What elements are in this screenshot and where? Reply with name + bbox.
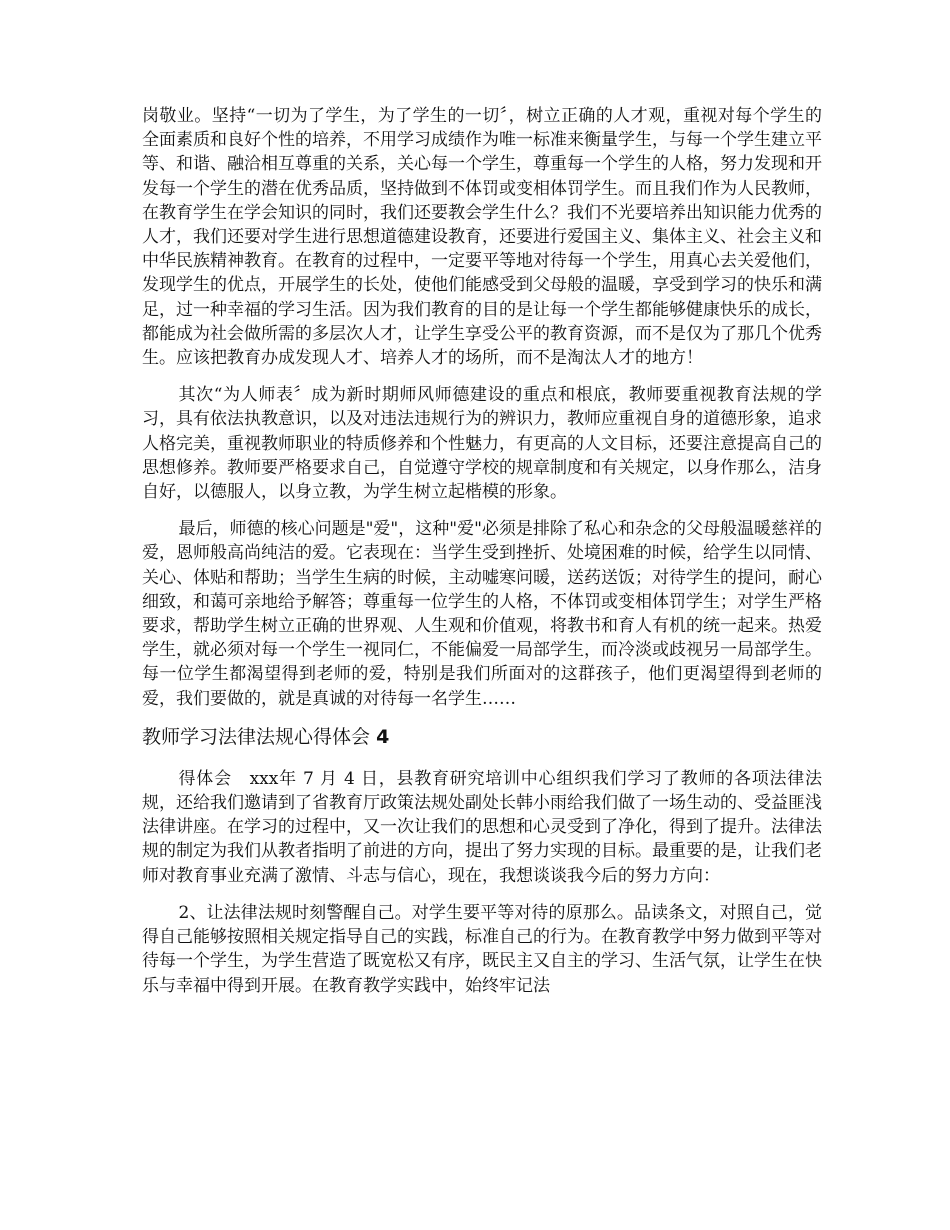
paragraph-2: 其次“为人师表〞成为新时期师风师德建设的重点和根底，教师要重视教育法规的学习，具有依法执教意识，以及对违法违规行为的辨识力，教师应重视自身的道德形象，追求人格完美，重视教师职业的特质修养和个性魅力，有更高的人文目标，还要注意提高自己的思想修养。教师要严格要求自己，自觉遵守学校的规章制度和有关规定，以身作那么，洁身自好，以德服人，以身立教，为学生树立起楷模的形象。 xyxy=(142,385,822,503)
paragraph-1: 岗敬业。坚持“一切为了学生，为了学生的一切〞，树立正确的人才观，重视对每个学生的全面素质和良好个性的培养，不用学习成绩作为唯一标准来衡量学生，与每一个学生建立平等、和谐、融洽相互尊重的关系，关心每一个学生，尊重每一个学生的人格，努力发现和开发每一个学生的潜在优秀品质，坚持做到不体罚或变相体罚学生。而且我们作为人民教师，在教育学生在学会知识的同时，我们还要教会学生什么？我们不光要培养出知识能力优秀的人才，我们还要对学生进行思想道德建设教育，还要进行爱国主义、集体主义、社会主义和中华民族精神教育。在教育的过程中，一定要平等地对待每一个学生，用真心去关爱他们，发现学生的优点，开展学生的长处，使他们能感受到父母般的温暖，享受到学习的快乐和满足，过一种幸福的学习生活。因为我们教育的目的是让每一个学生都能够健康快乐的成长，都能成为社会做所需的多层次人才，让学生享受公平的教育资源，而不是仅为了那几个优秀生。应该把教育办成发现人才、培养人才的场所，而不是淘汰人才的地方！ xyxy=(142,106,822,369)
document-page xyxy=(142,104,822,1011)
paragraph-3: 最后，师德的核心问题是"爱"，这种"爱"必须是排除了私心和杂念的父母般温暖慈祥的爱，恩师般高尚纯洁的爱。它表现在：当学生受到挫折、处境困难的时候，给学生以同情、关心、体贴和帮助；当学生生病的时候，主动嘘寒问暖，送药送饭；对待学生的提问，耐心细致，和蔼可亲地给予解答；尊重每一位学生的人格，不体罚或变相体罚学生；对学生严格要求，帮助学生树立正确的世界观、人生观和价值观，将教书和育人有机的统一起来。热爱学生，就必须对每一个学生一视同仁，不能偏爱一局部学生，而冷淡或歧视另一局部学生。每一位学生都渴望得到老师的爱，特别是我们所面对的这群孩子，他们更渴望得到老师的爱，我们要做的，就是真诚的对待每一名学生…… xyxy=(142,519,822,709)
section-heading-text: 教师学习法律法规心得体会 xyxy=(142,725,371,748)
paragraph-5: 2、让法律法规时刻警醒自己。对学生要平等对待的原那么。品读条文，对照自己，觉得自己能够按照相关规定指导自己的实践，标准自己的行为。在教育教学中努力做到平等对待每一个学生，为学生营造了既宽松又有序，既民主又自主的学习、生活气氛，让学生在快乐与幸福中得到开展。在教育教学实践中，始终牢记法 xyxy=(142,902,822,996)
section-heading xyxy=(142,724,822,750)
paragraph-4: 得体会 xxx年 7 月 4 日，县教育研究培训中心组织我们学习了教师的各项法律法规，还给我们邀请到了省教育厅政策法规处副处长韩小雨给我们做了一场生动的、受益匪浅法律讲座。在学习的过程中，又一次让我们的思想和心灵受到了净化，得到了提升。法律法规的制定为我们从教者指明了前进的方向，提出了努力实现的目标。最重要的是，让我们老师对教育事业充满了激情、斗志与信心，现在，我想谈谈我今后的努力方向： xyxy=(142,768,822,886)
section-heading-number: 4 xyxy=(376,725,390,748)
